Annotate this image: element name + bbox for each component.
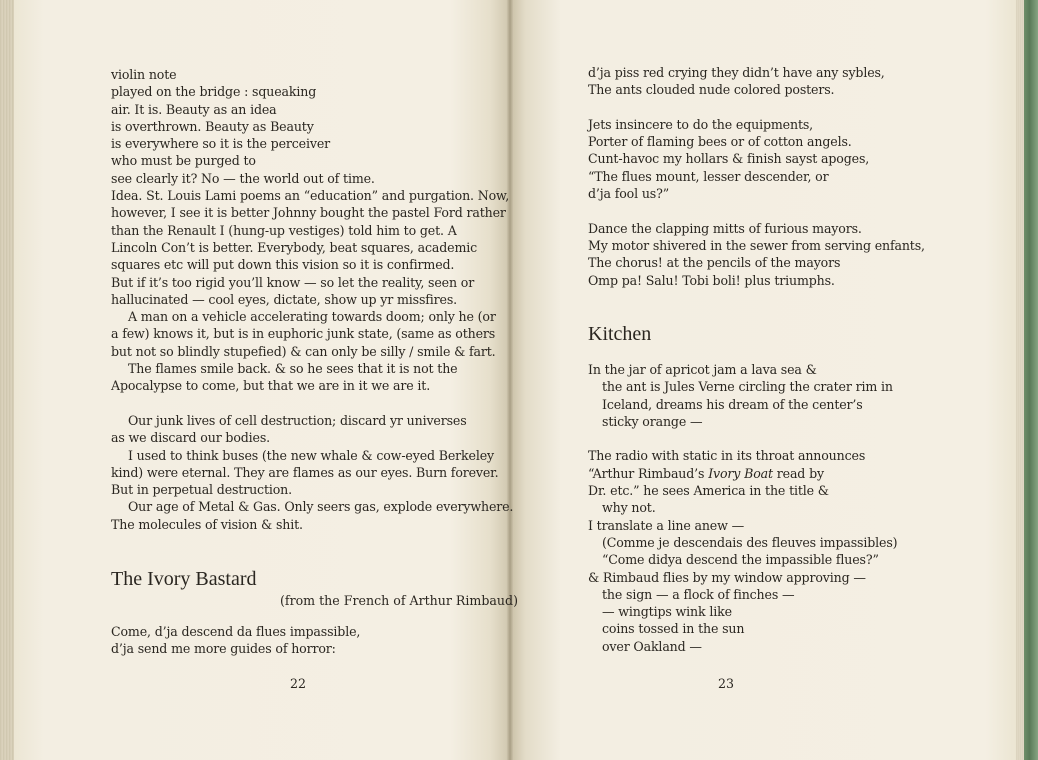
text-line: played on the bridge : squeaking <box>111 84 317 100</box>
text-line: Our age of Metal & Gas. Only seers gas, explode everywhere. <box>128 499 514 515</box>
right-poem-continued <box>588 64 925 289</box>
text-line: — wingtips wink like <box>602 604 732 620</box>
text-line: Porter of flaming bees or of cotton angels. <box>588 134 852 150</box>
text-line: Lincoln Con’t is better. Everybody, beat squares, academic <box>111 239 478 255</box>
text-line: but not so blindly stupefied) & can only be silly / smile & fart. <box>111 343 496 359</box>
kitchen-poem <box>588 361 897 655</box>
text-line: The flames smile back. & so he sees that it is not the <box>128 361 458 377</box>
page-number-left: 22 <box>290 676 307 691</box>
book-title-italic: Ivory Boat <box>708 465 773 481</box>
book-cover-edge <box>1024 0 1038 760</box>
poem-title-kitchen: Kitchen <box>588 323 652 345</box>
text-line: Come, d’ja descend da flues impassible, <box>111 624 361 639</box>
text-line: than the Renault I (hung-up vestiges) told him to get. A <box>111 222 457 238</box>
text-line: Idea. St. Louis Lami poems an “education” and purgation. Now, <box>111 188 510 204</box>
text-line: is overthrown. Beauty as Beauty <box>111 118 314 134</box>
text-line: d’ja piss red crying they didn’t have any sybles, <box>588 65 885 80</box>
text-line: & Rimbaud flies by my window approving — <box>588 569 866 585</box>
text-line: violin note <box>111 67 177 82</box>
text-line: why not. <box>602 500 656 516</box>
text-line: Dance the clapping mitts of furious mayors. <box>588 220 862 236</box>
text-line: My motor shivered in the sewer from serving enfants, <box>588 237 925 253</box>
text-line: over Oakland — <box>602 638 702 654</box>
text-segment: “Arthur Rimbaud’s <box>588 465 709 481</box>
text-line: Our junk lives of cell destruction; discard yr universes <box>128 412 467 428</box>
text-line: (Comme je descendais des fleuves impassibles) <box>602 534 898 550</box>
left-prose-block <box>111 66 513 533</box>
text-line: air. It is. Beauty as an idea <box>111 101 277 117</box>
text-line: Dr. etc.” he sees America in the title & <box>588 483 829 499</box>
text-line: kind) were eternal. They are flames as our eyes. Burn forever. <box>111 464 499 480</box>
poem-subtitle: (from the French of Arthur Rimbaud) <box>280 593 519 608</box>
text-line: coins tossed in the sun <box>602 621 745 637</box>
text-line: I translate a line anew — <box>588 517 745 533</box>
text-line: who must be purged to <box>111 153 256 169</box>
page-edges-left <box>0 0 14 760</box>
text-line: Omp pa! Salu! Tobi boli! plus triumphs. <box>588 272 835 288</box>
text-line: But if it’s too rigid you’ll know — so let the reality, seen or <box>111 274 475 290</box>
text-line: “The flues mount, lesser descender, or <box>588 168 829 184</box>
text-line: however, I see it is better Johnny bought the pastel Ford rather <box>111 205 506 221</box>
left-poem-start <box>111 623 360 658</box>
text-line: The chorus! at the pencils of the mayors <box>588 255 841 271</box>
text-line: as we discard our bodies. <box>111 430 271 446</box>
text-line: the sign — a flock of finches — <box>602 586 795 602</box>
text-line: d’ja fool us?” <box>588 186 670 202</box>
text-line: “Come didya descend the impassible flues?” <box>602 552 879 568</box>
page-number-right: 23 <box>718 676 735 691</box>
text-line: d’ja send me more guides of horror: <box>111 641 336 657</box>
text-line: is everywhere so it is the perceiver <box>111 136 330 152</box>
text-line: Jets insincere to do the equipments, <box>588 116 814 132</box>
text-line: see clearly it? No — the world out of time. <box>111 170 375 186</box>
text-line: sticky orange — <box>602 413 703 429</box>
text-line: a few) knows it, but is in euphoric junk state, (same as others <box>111 326 496 342</box>
text-line: Apocalypse to come, but that we are in it we are it. <box>111 378 431 394</box>
text-line: In the jar of apricot jam a lava sea & <box>588 362 817 377</box>
text-line: the ant is Jules Verne circling the crater rim in <box>602 379 893 395</box>
poem-title-ivory-bastard: The Ivory Bastard <box>111 568 257 590</box>
text-line <box>588 465 897 482</box>
text-line: I used to think buses (the new whale & cow-eyed Berkeley <box>128 447 494 463</box>
text-line: hallucinated — cool eyes, dictate, show up yr missfires. <box>111 291 458 307</box>
text-line: The ants clouded nude colored posters. <box>588 82 835 98</box>
page-edges-right <box>1016 0 1024 760</box>
text-segment: read by <box>772 465 824 481</box>
text-line: Cunt-havoc my hollars & finish sayst apoges, <box>588 151 870 167</box>
text-line: A man on a vehicle accelerating towards doom; only he (or <box>128 309 496 325</box>
text-line: The molecules of vision & shit. <box>111 516 303 532</box>
text-line: Iceland, dreams his dream of the center’s <box>602 396 863 412</box>
text-line: But in perpetual destruction. <box>111 482 292 498</box>
text-line: The radio with static in its throat announces <box>588 448 866 464</box>
text-line: squares etc will put down this vision so it is confirmed. <box>111 257 455 273</box>
